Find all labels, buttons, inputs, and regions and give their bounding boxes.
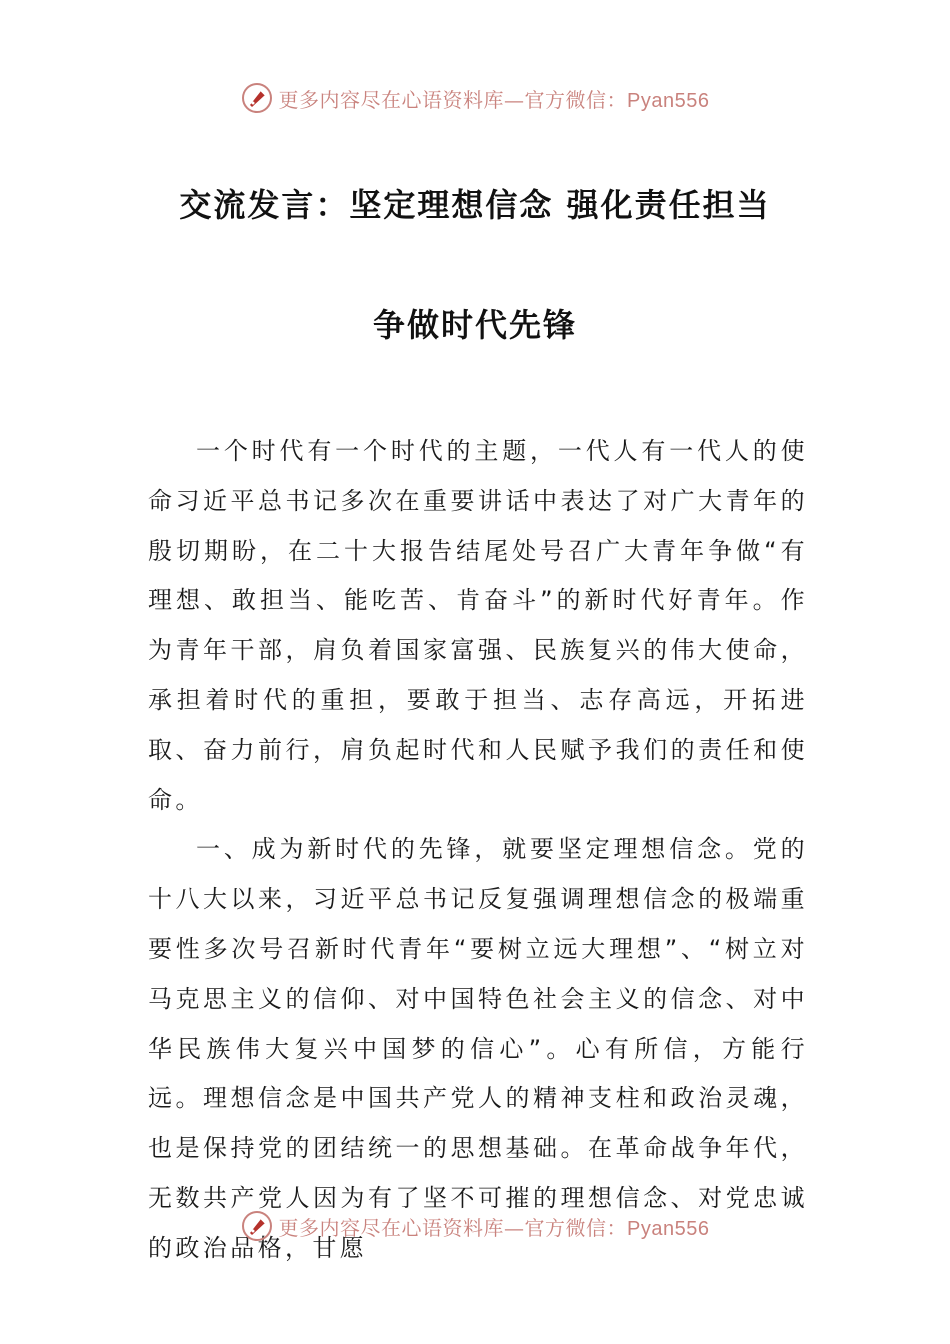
watermark-text: 更多内容尽在心语资料库—官方微信：Pyan556 (278, 87, 710, 112)
document-title-line-2: 争做时代先锋 (372, 306, 577, 344)
watermark-text: 更多内容尽在心语资料库—官方微信：Pyan556 (278, 1215, 710, 1240)
document-body (148, 427, 808, 1274)
pen-nib-logo-icon (241, 82, 273, 114)
paragraph-section-1: 一、成为新时代的先锋，就要坚定理想信念。党的十八大以来，习近平总书记反复强调理想信念的极端重要性多次号召新时代青年“要树立远大理想”、“树立对马克思主义的信仰、对中国特色社会主义的信念、对中华民族伟大复兴中国梦的信心”。心有所信，方能行远。理想信念是中国共产党人的精神支柱和政治灵魂，也是保持党的团结统一的思想基础。在革命战争年代，无数共产党人因为有了坚不可摧的理想信念、对党忠诚的政治品格，甘愿 (148, 835, 808, 1262)
paragraph-intro: 一个时代有一个时代的主题，一代人有一代人的使命习近平总书记多次在重要讲话中表达了对广大青年的殷切期盼，在二十大报告结尾处号召广大青年争做“有理想、敢担当、能吃苦、肯奋斗”的新时代好青年。作为青年干部，肩负着国家富强、民族复兴的伟大使命，承担着时代的重担，要敢于担当、志存高远，开拓进取、奋力前行，肩负起时代和人民赋予我们的责任和使命。 (148, 437, 808, 814)
header-watermark (0, 82, 950, 114)
document-title-line-1: 交流发言：坚定理想信念 强化责任担当 (179, 186, 771, 224)
footer-watermark (0, 1210, 950, 1242)
pen-nib-logo-icon (241, 1210, 273, 1242)
